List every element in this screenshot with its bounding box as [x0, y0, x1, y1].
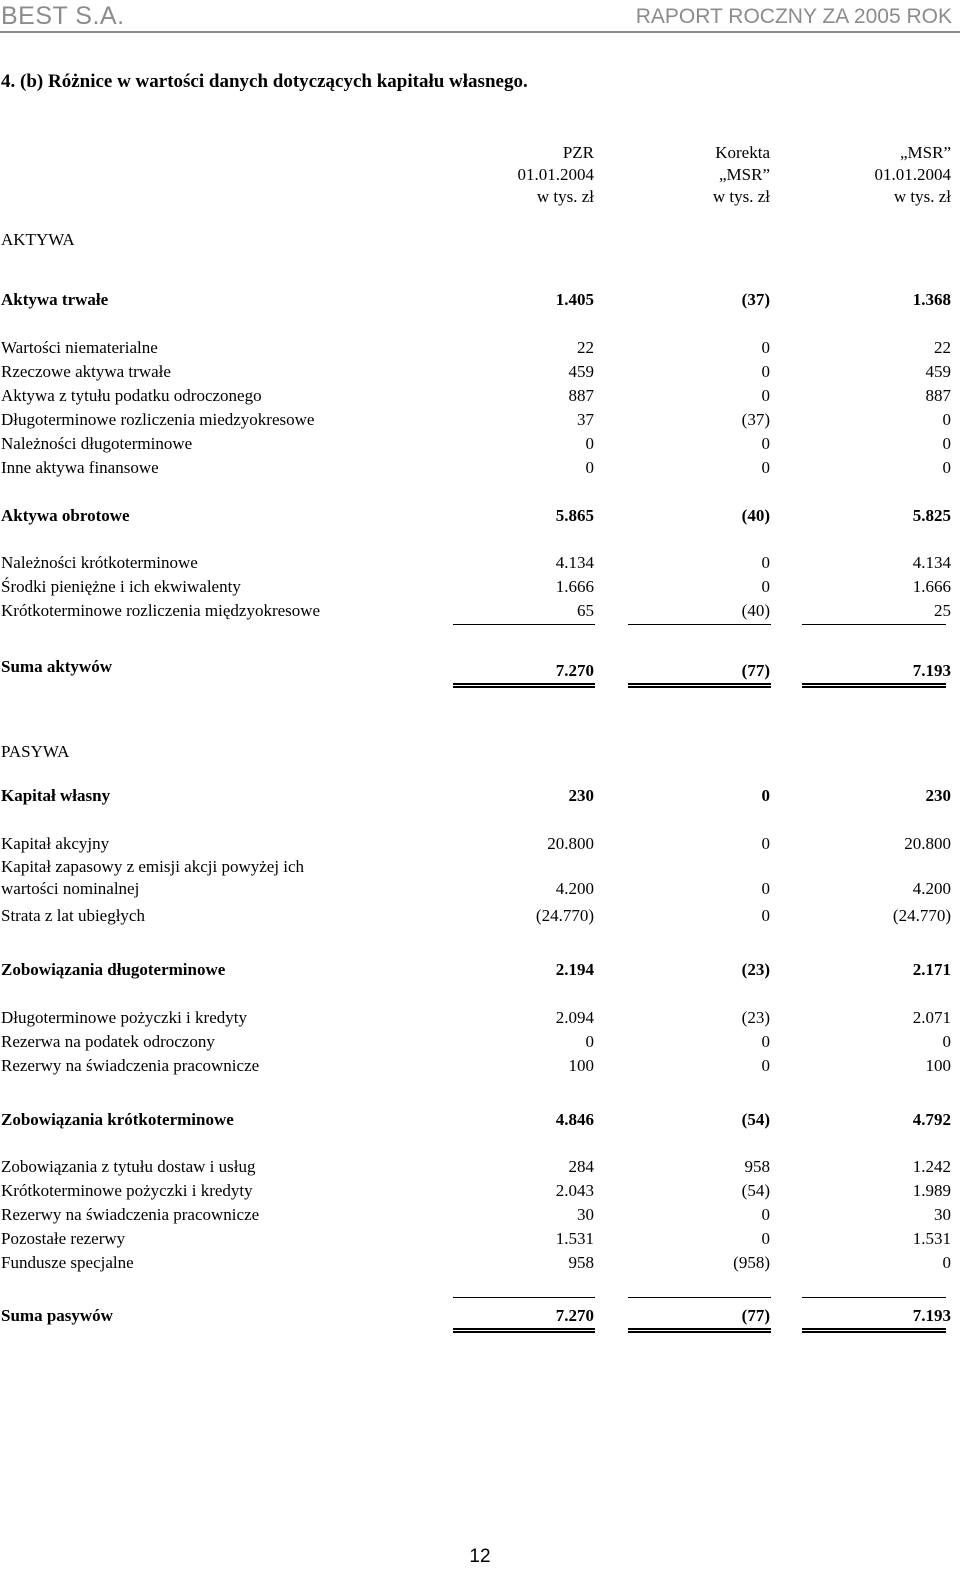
liabilities-heading: PASYWA — [1, 742, 70, 761]
rule-single — [628, 1297, 771, 1298]
section-title: 4. (b) Różnice w wartości danych dotyczących kapitału własnego. — [1, 71, 528, 92]
rule-double — [628, 1328, 771, 1333]
column-header-korekta: Korekta „MSR” w tys. zł — [712, 143, 770, 206]
company-name: BEST S.A. — [1, 2, 125, 30]
header-rule — [0, 31, 960, 33]
rule-double — [453, 683, 595, 688]
rule-double — [453, 1328, 595, 1333]
report-title: RAPORT ROCZNY ZA 2005 ROK — [635, 5, 952, 28]
column-header-msr: „MSR” 01.01.2004 w tys. zł — [874, 143, 951, 206]
rule-single — [453, 1297, 595, 1298]
rule-single — [628, 624, 771, 625]
rule-double — [802, 683, 946, 688]
rule-double — [802, 1328, 946, 1333]
rule-single — [802, 624, 946, 625]
page-header — [0, 0, 960, 36]
page-number: 12 — [469, 1546, 491, 1567]
column-header-pzr: PZR 01.01.2004 w tys. zł — [517, 143, 594, 206]
rule-single — [802, 1297, 946, 1298]
assets-heading: AKTYWA — [1, 230, 75, 249]
rule-double — [628, 683, 771, 688]
rule-single — [453, 624, 595, 625]
